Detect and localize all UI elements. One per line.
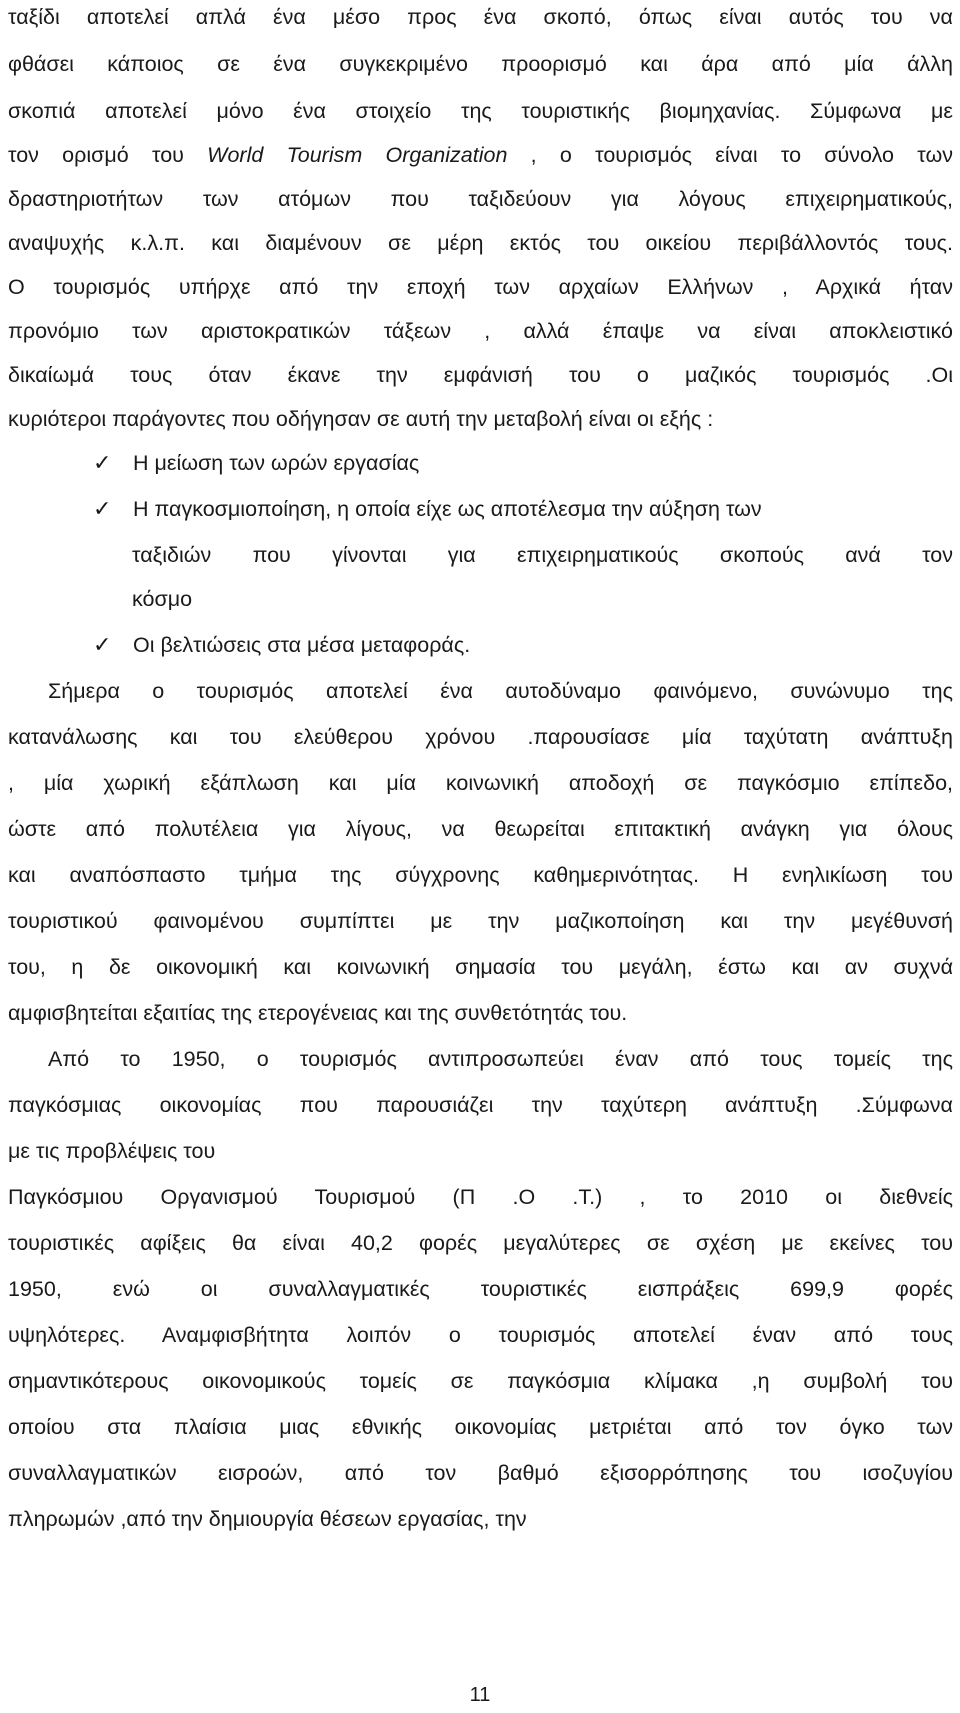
bullet-text: Οι βελτιώσεις στα μέσα μεταφοράς. bbox=[133, 633, 471, 657]
bullet-item bbox=[93, 630, 953, 660]
body-text-line: και αναπόσπαστο τμήμα της σύγχρονης καθημερινότητας. Η ενηλικίωση του bbox=[8, 863, 953, 887]
body-text-line: Ο τουρισμός υπήρχε από την εποχή των αρχαίων Ελλήνων , Αρχικά ήταν bbox=[8, 275, 953, 299]
bullet-text: Η παγκοσμιοποίηση, η οποία είχε ως αποτέλεσμα την αύξηση των bbox=[133, 497, 762, 521]
body-text-line: συναλλαγματικών εισροών, από τον βαθμό εξισορρόπησης του ισοζυγίου bbox=[8, 1461, 953, 1485]
body-text-line: τουριστικού φαινομένου συμπίπτει με την μαζικοποίηση και την μεγέθυνσή bbox=[8, 909, 953, 933]
body-text-line: υψηλότερες. Αναμφισβήτητα λοιπόν ο τουρισμός αποτελεί έναν από τους bbox=[8, 1323, 953, 1347]
body-text-line: με τις προβλέψεις του bbox=[8, 1139, 216, 1163]
body-text-line: σκοπιά αποτελεί μόνο ένα στοιχείο της τουριστικής βιομηχανίας. Σύμφωνα με bbox=[8, 99, 953, 123]
body-text-line: τουριστικές αφίξεις θα είναι 40,2 φορές μεγαλύτερες σε σχέση με εκείνες του bbox=[8, 1231, 953, 1255]
bullet-text-continued: κόσμο bbox=[132, 587, 193, 611]
body-text-span: τον ορισμό του bbox=[8, 143, 208, 167]
page-number: 11 bbox=[469, 1684, 491, 1706]
checkmark-icon: ✓ bbox=[93, 632, 112, 657]
italic-org-name: World Tourism Organization bbox=[207, 143, 508, 167]
body-text-line: σημαντικότερους οικονομικούς τομείς σε παγκόσμια κλίμακα ,η συμβολή του bbox=[8, 1369, 953, 1393]
body-text-line: του, η δε οικονομική και κοινωνική σημασία του μεγάλη, έστω και αν συχνά bbox=[8, 955, 953, 979]
body-text-line bbox=[8, 140, 953, 170]
body-text-line: Παγκόσμιου Οργανισμού Τουρισμού (Π .Ο .Τ.) , το 2010 οι διεθνείς bbox=[8, 1185, 953, 1209]
body-text-line: δικαίωμά τους όταν έκανε την εμφάνισή του ο μαζικός τουρισμός .Οι bbox=[8, 363, 953, 387]
body-text-line: Από το 1950, ο τουρισμός αντιπροσωπεύει έναν από τους τομείς της bbox=[48, 1047, 953, 1071]
bullet-text: Η μείωση των ωρών εργασίας bbox=[133, 451, 420, 475]
body-text-line: κατανάλωσης και του ελεύθερου χρόνου .παρουσίασε μία ταχύτατη ανάπτυξη bbox=[8, 725, 953, 749]
body-text-line: αμφισβητείται εξαιτίας της ετερογένειας και της συνθετότητάς του. bbox=[8, 1001, 628, 1025]
body-text-line: δραστηριοτήτων των ατόμων που ταξιδεύουν για λόγους επιχειρηματικούς, bbox=[8, 187, 953, 211]
body-text-line: προνόμιο των αριστοκρατικών τάξεων , αλλά έπαψε να είναι αποκλειστικό bbox=[8, 319, 953, 343]
body-text-line: 1950, ενώ οι συναλλαγματικές τουριστικές εισπράξεις 699,9 φορές bbox=[8, 1277, 953, 1301]
body-text-line: ταξίδι αποτελεί απλά ένα μέσο προς ένα σκοπό, όπως είναι αυτός του να bbox=[8, 5, 953, 29]
body-text-line: πληρωμών ,από την δημιουργία θέσεων εργασίας, την bbox=[8, 1507, 527, 1531]
body-text-line: αναψυχής κ.λ.π. και διαμένουν σε μέρη εκτός του οικείου περιβάλλοντός τους. bbox=[8, 231, 953, 255]
body-text-line: ώστε από πολυτέλεια για λίγους, να θεωρείται επιτακτική ανάγκη για όλους bbox=[8, 817, 953, 841]
body-text-line: οποίου στα πλαίσια μιας εθνικής οικονομίας μετριέται από τον όγκο των bbox=[8, 1415, 953, 1439]
body-text-line: Σήμερα ο τουρισμός αποτελεί ένα αυτοδύναμο φαινόμενο, συνώνυμο της bbox=[48, 679, 953, 703]
checkmark-icon: ✓ bbox=[93, 450, 112, 475]
body-text-span: , ο τουρισμός είναι το σύνολο των bbox=[507, 143, 953, 167]
bullet-item bbox=[93, 448, 953, 478]
body-text-line: κυριότεροι παράγοντες που οδήγησαν σε αυτή την μεταβολή είναι οι εξής : bbox=[8, 407, 714, 431]
checkmark-icon: ✓ bbox=[93, 496, 112, 521]
body-text-line: φθάσει κάποιος σε ένα συγκεκριμένο προορισμό και άρα από μία άλλη bbox=[8, 52, 953, 76]
bullet-text-continued: ταξιδιών που γίνονται για επιχειρηματικούς σκοπούς ανά τον bbox=[132, 543, 953, 567]
body-text-line: παγκόσμιας οικονομίας που παρουσιάζει την ταχύτερη ανάπτυξη .Σύμφωνα bbox=[8, 1093, 953, 1117]
body-text-line: , μία χωρική εξάπλωση και μία κοινωνική αποδοχή σε παγκόσμιο επίπεδο, bbox=[8, 771, 953, 795]
bullet-item bbox=[93, 494, 953, 524]
